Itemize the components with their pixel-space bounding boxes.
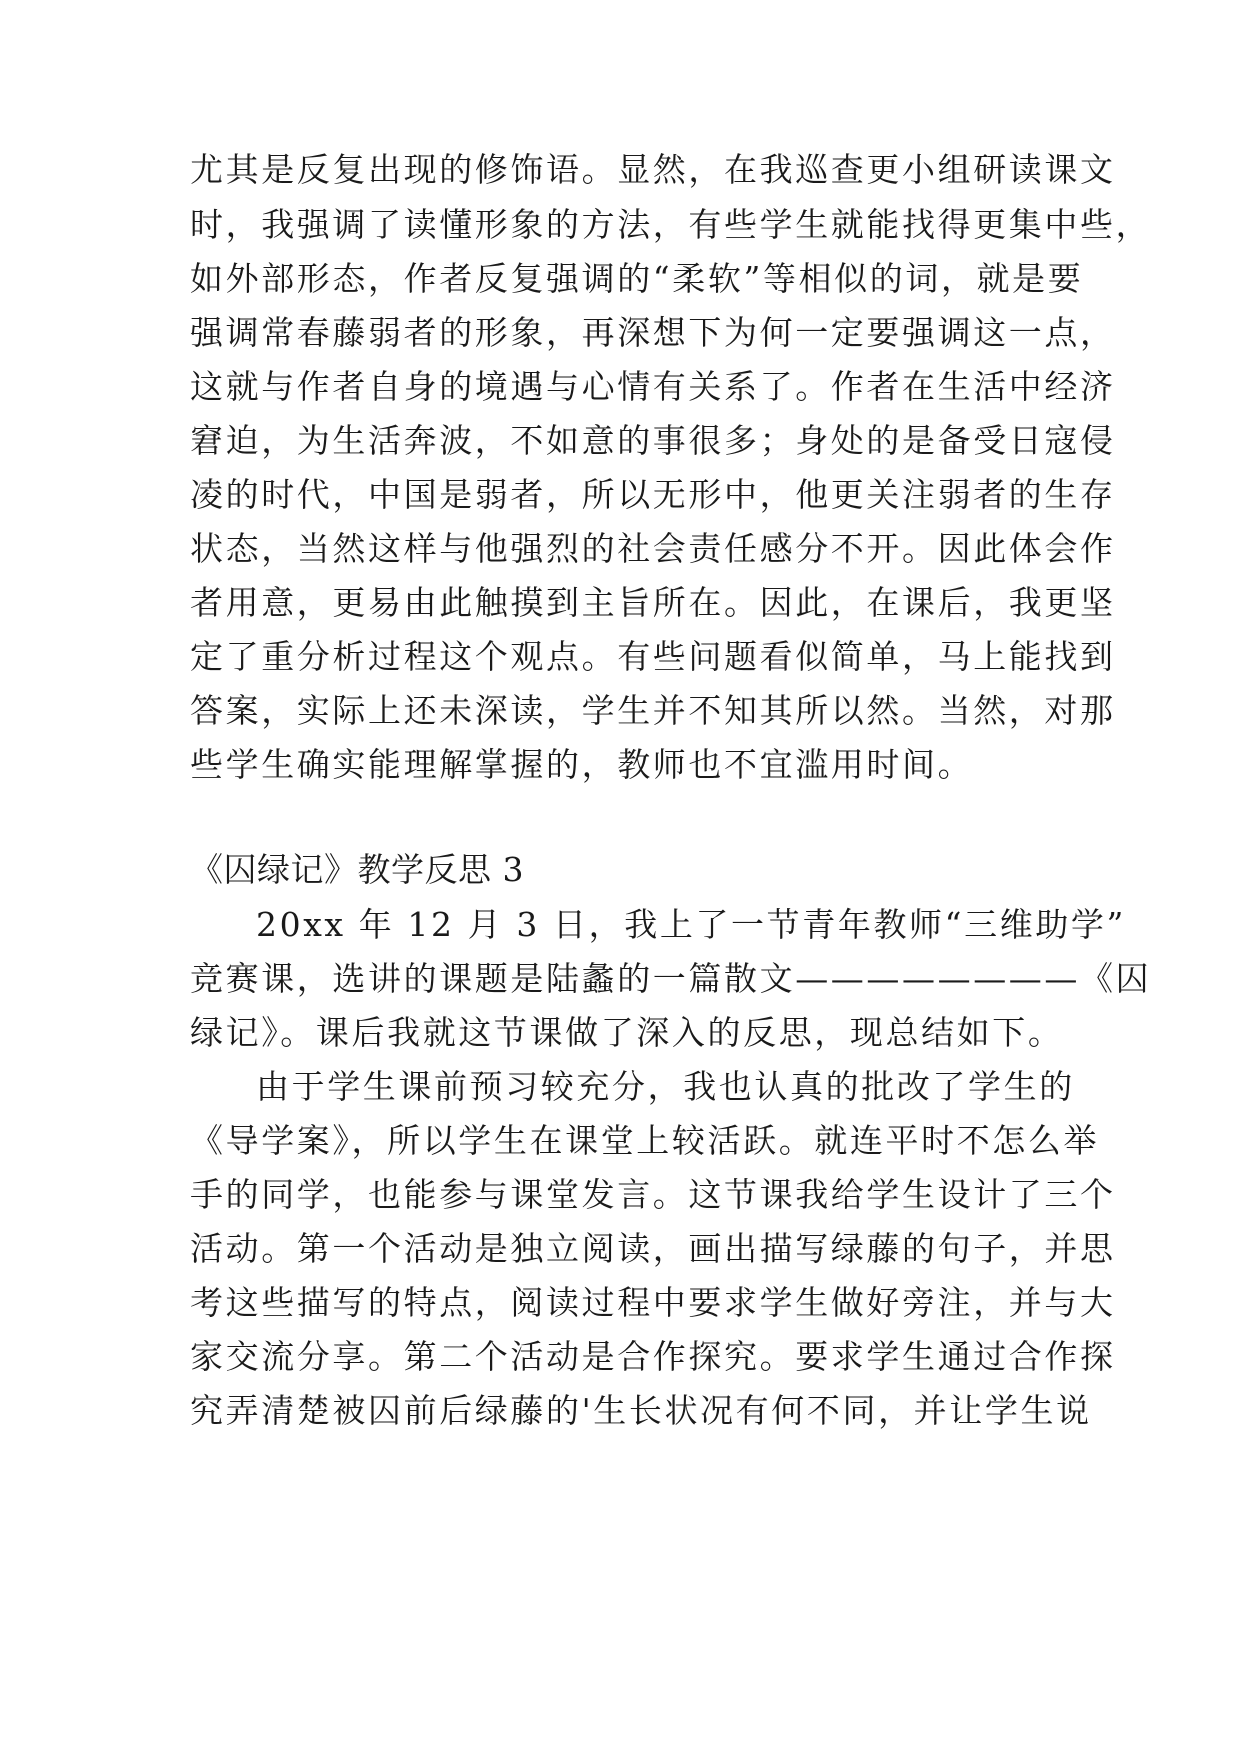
paragraph-line: 绿记》。课后我就这节课做了深入的反思，现总结如下。 [190,1013,1064,1052]
section-title: 《囚绿记》教学反思 3 [190,850,524,889]
body-text-line: 尤其是反复出现的修饰语。显然，在我巡查更小组研读课文 [190,150,1116,189]
body-text-line: 时，我强调了读懂形象的方法，有些学生就能找得更集中些， [190,205,1152,244]
paragraph-line: 究弄清楚被囚前后绿藤的'生长状况有何不同，并让学生说 [190,1391,1092,1430]
paragraph-line: 20xx 年 12 月 3 日，我上了一节青年教师“三维助学” [256,905,1126,944]
body-text-line: 答案，实际上还未深读，学生并不知其所以然。当然，对那 [190,691,1116,730]
paragraph-line: 活动。第一个活动是独立阅读，画出描写绿藤的句子，并思 [190,1229,1116,1268]
body-text-line: 些学生确实能理解掌握的，教师也不宜滥用时间。 [190,745,974,784]
paragraph-line: 《导学案》，所以学生在课堂上较活跃。就连平时不怎么举 [190,1121,1100,1160]
body-text-line: 者用意，更易由此触摸到主旨所在。因此，在课后，我更坚 [190,583,1116,622]
body-text-line: 如外部形态，作者反复强调的“柔软”等相似的词，就是要 [190,259,1084,298]
paragraph-line: 竞赛课，选讲的课题是陆蠡的一篇散文————————《囚 [190,959,1152,998]
body-text-line: 这就与作者自身的境遇与心情有关系了。作者在生活中经济 [190,367,1116,406]
paragraph-line: 考这些描写的特点，阅读过程中要求学生做好旁注，并与大 [190,1283,1116,1322]
body-text-line: 凌的时代，中国是弱者，所以无形中，他更关注弱者的生存 [190,475,1116,514]
body-text-line: 窘迫，为生活奔波，不如意的事很多；身处的是备受日寇侵 [190,421,1116,460]
paragraph-line: 手的同学，也能参与课堂发言。这节课我给学生设计了三个 [190,1175,1116,1214]
paragraph-line: 家交流分享。第二个活动是合作探究。要求学生通过合作探 [190,1337,1116,1376]
body-text-line: 定了重分析过程这个观点。有些问题看似简单，马上能找到 [190,637,1116,676]
paragraph-line: 由于学生课前预习较充分，我也认真的批改了学生的 [256,1067,1075,1106]
body-text-line: 状态，当然这样与他强烈的社会责任感分不开。因此体会作 [190,529,1116,568]
body-text-line: 强调常春藤弱者的形象，再深想下为何一定要强调这一点， [190,313,1116,352]
